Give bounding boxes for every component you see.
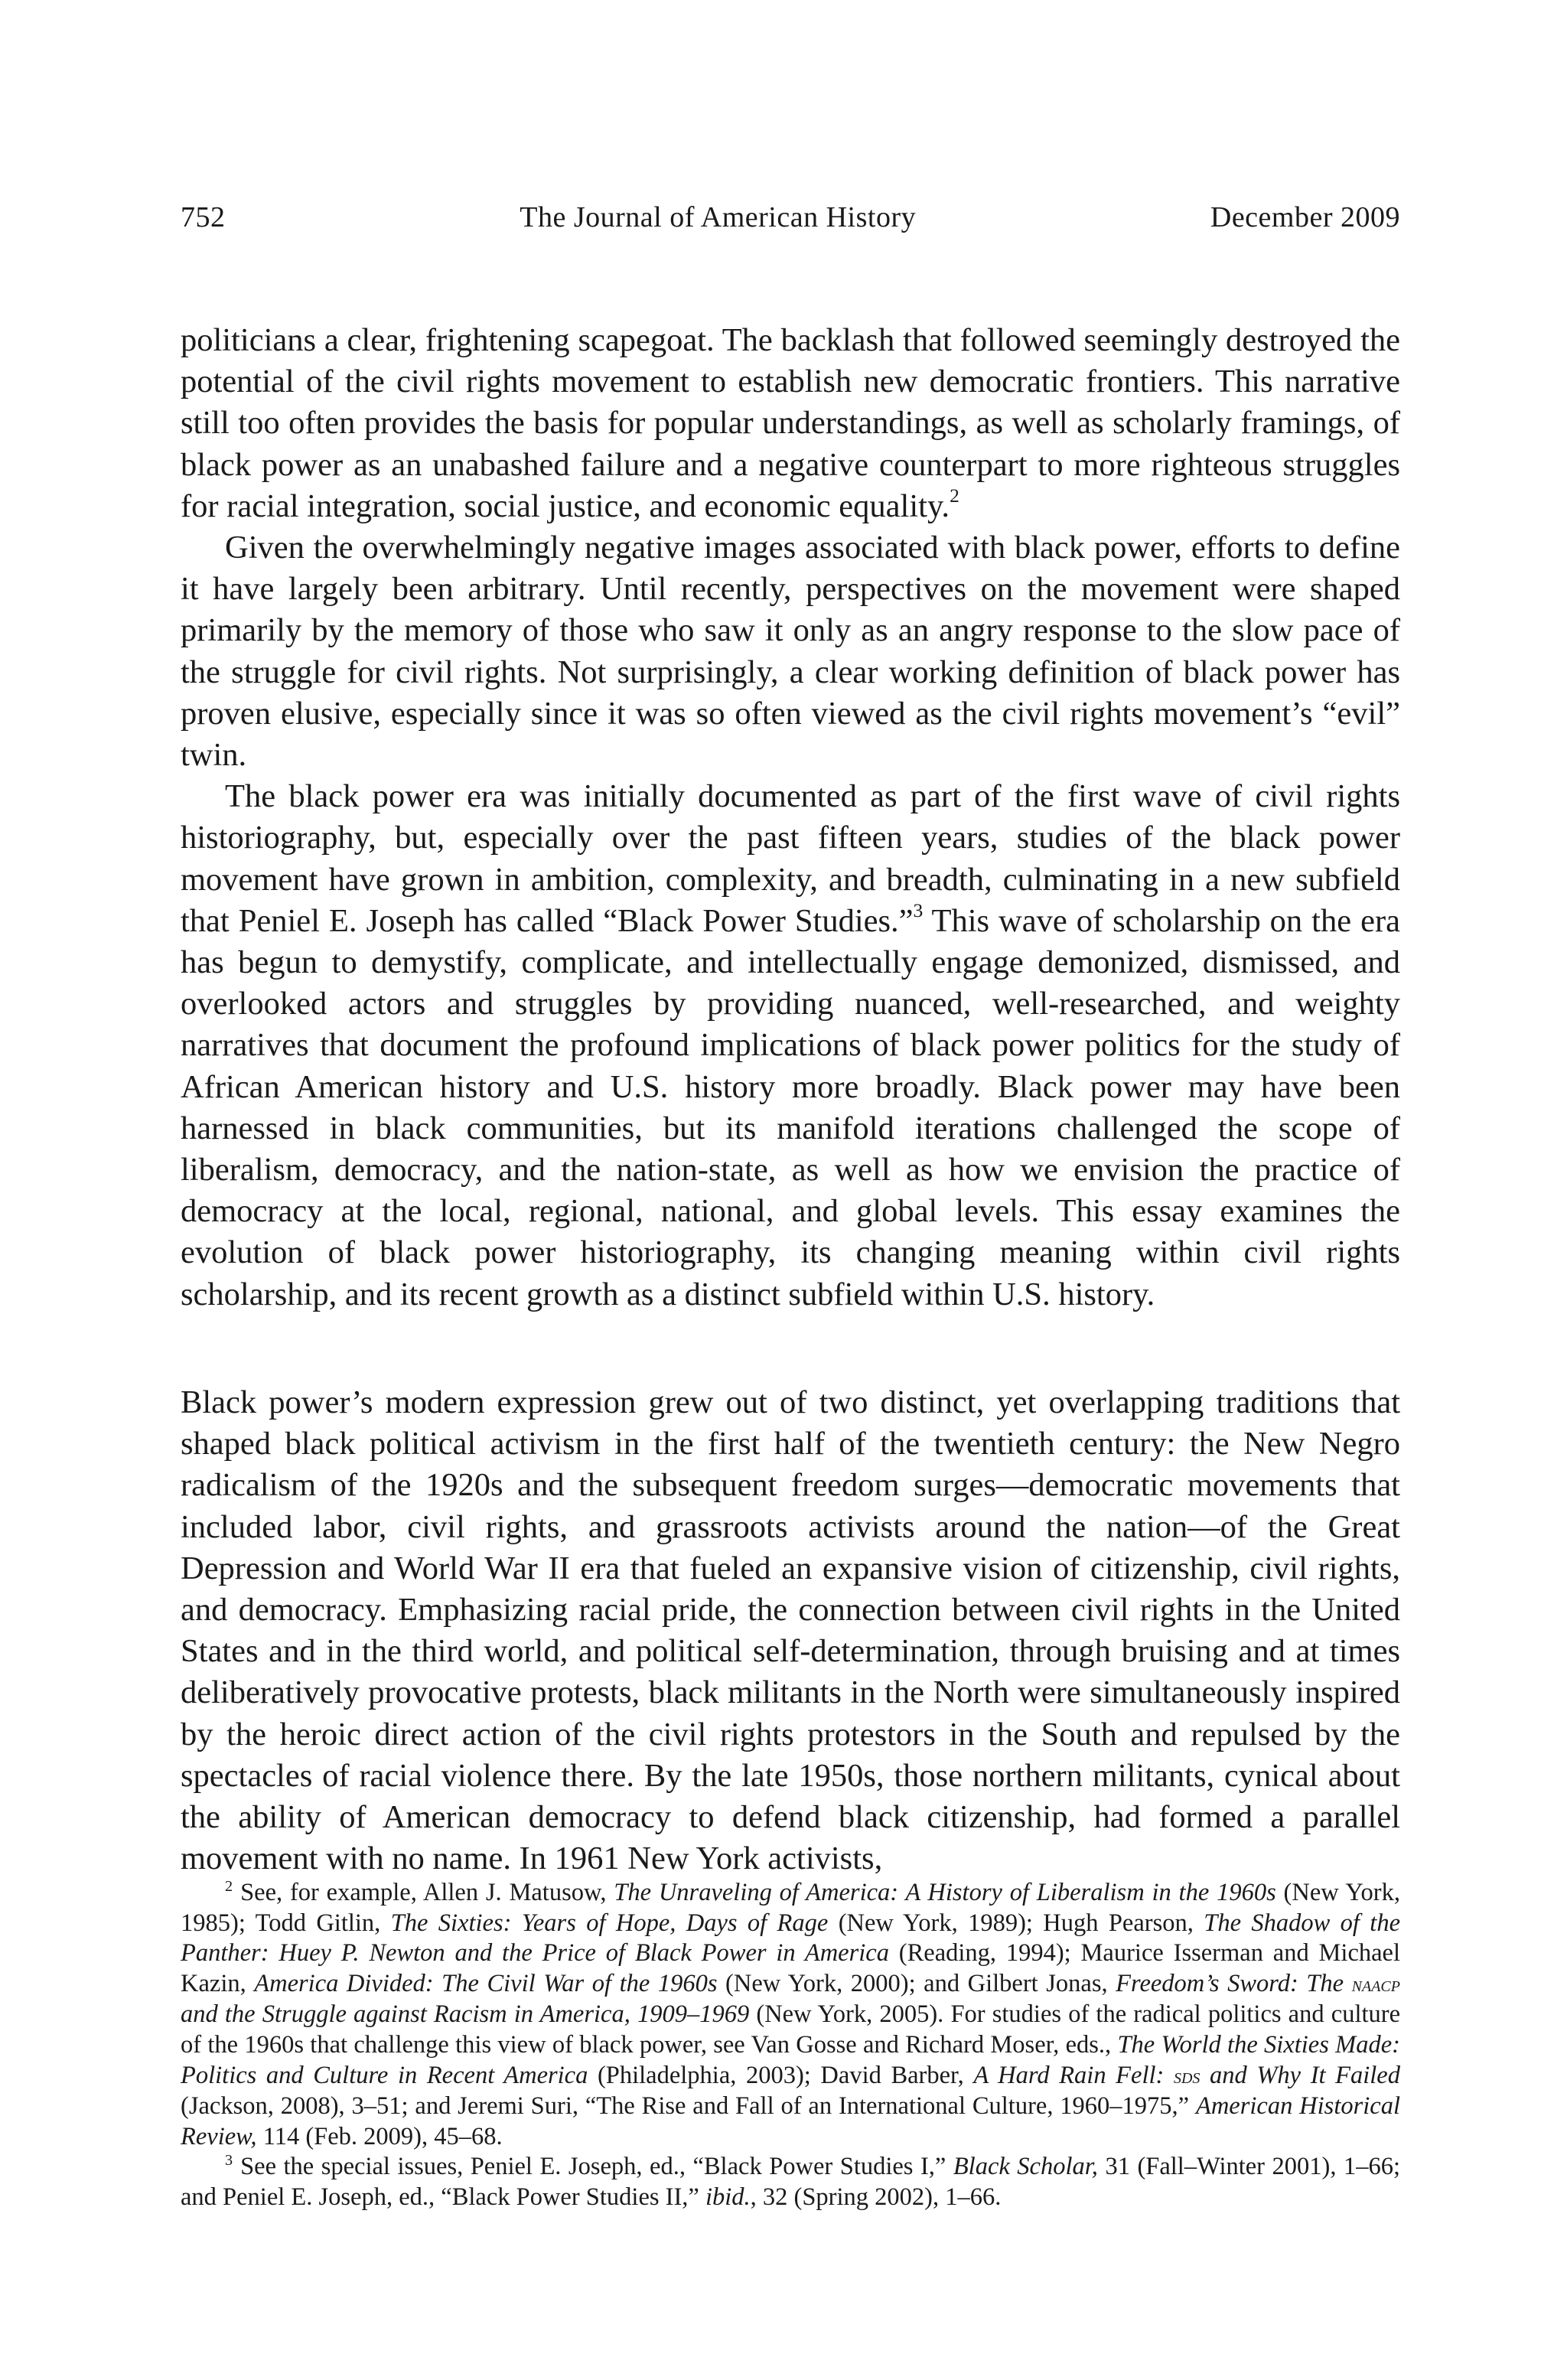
paragraph-1: politicians a clear, frightening scapegoat. The backlash that followed seemingly destroyed the potential of the civil rights movement to establish new democratic frontiers. This narrative still too often provides the basis for popular understandings, as well as scholarly framings, of black power as an unabashed failure and a negative counterpart to more righteous struggles for racial integration, social justice, and economic equality.$^2$ bbox=[181, 322, 1400, 524]
paragraph-3: The black power era was initially documented as part of the first wave of civil rights historiography, but, especially over the past fifteen years, studies of the black power movement have grown in ambition, complexity, and breadth, culminating in a new subfield that Peniel E. Joseph has called “Black Power Studies.”$^3$ This wave of scholarship on the era has begun to demystify, complicate, and intellectually engage demonized, dismissed, and overlooked actors and struggles by providing nuanced, well-researched, and weighty narratives that document the profound implications of black power politics for the study of African American history and U.S. history more broadly. Black power may have been harnessed in black communities, but its manifold iterations challenged the scope of liberalism, democracy, and the nation-state, as well as how we envision the practice of democracy at the local, regional, national, and global levels. This essay examines the evolution of black power historiography, its changing meaning within civil rights scholarship, and its recent growth as a distinct subfield within U.S. history. bbox=[181, 778, 1400, 1312]
footnotes bbox=[181, 1878, 1400, 2213]
body-text-section-2 bbox=[181, 1382, 1400, 1880]
paragraph-4: Black power’s modern expression grew out of two distinct, yet overlapping traditions that shaped black political activism in the first half of the twentieth century: the New Negro radicalism of the 1920s and the subsequent freedom surges—democratic movements that included labor, civil rights, and grassroots activists around the nation—of the Great Depression and World War II era that fueled an expansive vision of citizenship, civil rights, and democracy. Emphasizing racial pride, the connection between civil rights in the United States and in the third world, and political self-determination, through bruising and at times deliberatively provocative protests, black militants in the North were simultaneously inspired by the heroic direct action of the civil rights protestors in the South and repulsed by the spectacles of racial violence there. By the late 1950s, those northern militants, cynical about the ability of American democracy to defend black citizenship, had formed a parallel movement with no name. In 1961 New York activists, bbox=[181, 1384, 1400, 1877]
journal-title: The Journal of American History bbox=[520, 201, 917, 233]
footnote-ref-2[interactable]: 2 bbox=[950, 484, 959, 507]
issue-date: December 2009 bbox=[1210, 201, 1400, 233]
page-number: 752 bbox=[181, 201, 226, 233]
running-header bbox=[181, 201, 1400, 234]
body-text-section-1 bbox=[181, 320, 1400, 1316]
footnote-ref-3[interactable]: 3 bbox=[913, 898, 924, 921]
footnote-number: 3 bbox=[225, 2152, 233, 2170]
footnote-3: $^3$ See the special issues, Peniel E. Joseph, ed., “Black Power Studies I,” Black Scholar, 31 (Fall–Winter 2001), 1–66; and Peniel E. Joseph, ed., “Black Power Studies II,” ibid., 32 (Spring 2002), 1–66. bbox=[181, 2152, 1400, 2211]
footnote-number: 2 bbox=[225, 1877, 233, 1895]
footnote-2: $^2$ See, for example, Allen J. Matusow, The Unraveling of America: A History of Liberalism in the 1960s (New York, 1985); Todd Gitlin, The Sixties: Years of Hope, Days of Rage (New York, 1989); Hugh Pearson, The Shadow of the Panther: Huey P. Newton and the Price of Black Power in America (Reading, 1994); Maurice Isserman and Michael Kazin, America Divided: The Civil War of the 1960s (New York, 2000); and Gilbert Jonas, Freedom’s Sword: The naacp and the Struggle against Racism in America, 1909–1969 (New York, 2005). For studies of the radical politics and culture of the 1960s that challenge this view of black power, see Van Gosse and Richard Moser, eds., The World the Sixties Made: Politics and Culture in Recent America (Philadelphia, 2003); David Barber, A Hard Rain Fell: sds and Why It Failed (Jackson, 2008), 3–51; and Jeremi Suri, “The Rise and Fall of an International Culture, 1960–1975,” American Historical Review, 114 (Feb. 2009), 45–68. bbox=[181, 1877, 1401, 2150]
paragraph-2: Given the overwhelmingly negative images associated with black power, efforts to define it have largely been arbitrary. Until recently, perspectives on the movement were shaped primarily by the memory of those who saw it only as an angry response to the slow pace of the struggle for civil rights. Not surprisingly, a clear working definition of black power has proven elusive, especially since it was so often viewed as the civil rights movement’s “evil” twin. bbox=[181, 530, 1400, 774]
